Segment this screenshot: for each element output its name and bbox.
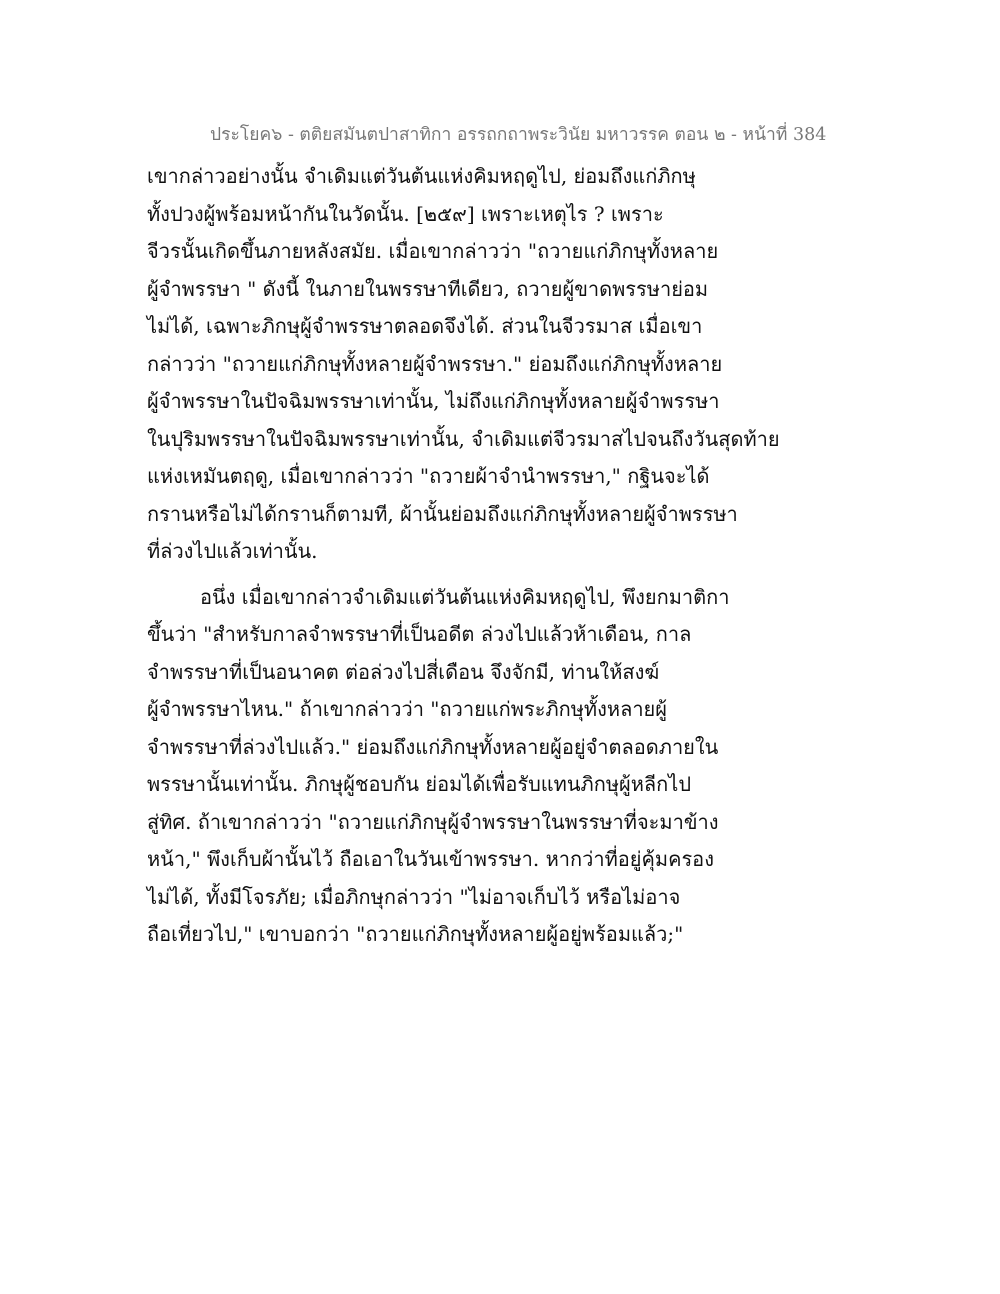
text-line: กล่าวว่า "ถวายแก่ภิกษุทั้งหลายผู้จำพรรษา." ย่อมถึงแก่ภิกษุทั้งหลาย xyxy=(147,351,723,376)
text-line: พรรษานั้นเท่านั้น. ภิกษุผู้ชอบกัน ย่อมได้เพื่อรับแทนภิกษุผู้หลีกไป xyxy=(147,772,692,796)
text-line: ขึ้นว่า "สำหรับกาลจำพรรษาที่เป็นอดีต ล่วงไปแล้วห้าเดือน, กาล xyxy=(147,622,692,646)
text-line: ไม่ได้, เฉพาะภิกษุผู้จำพรรษาตลอดจึงได้. ส่วนในจีวรมาส เมื่อเขา xyxy=(147,314,703,338)
paragraph-2 xyxy=(147,579,767,954)
text-line: ผู้จำพรรษาไหน." ถ้าเขากล่าวว่า "ถวายแก่พระภิกษุทั้งหลายผู้ xyxy=(147,697,667,721)
text-line: ที่ล่วงไปแล้วเท่านั้น. xyxy=(147,539,318,563)
text-line: จำพรรษาที่ล่วงไปแล้ว." ย่อมถึงแก่ภิกษุทั้งหลายผู้อยู่จำตลอดภายใน xyxy=(147,734,719,759)
text-line: กรานหรือไม่ได้กรานก็ตามที, ผ้านั้นย่อมถึงแก่ภิกษุทั้งหลายผู้จำพรรษา xyxy=(147,501,738,526)
body-text xyxy=(147,158,780,954)
text-line: ในปุริมพรรษาในปัจฉิมพรรษาเท่านั้น, จำเดิมแต่จีวรมาสไปจนถึงวันสุดท้าย xyxy=(147,426,780,451)
text-line: ถือเที่ยวไป," เขาบอกว่า "ถวายแก่ภิกษุทั้งหลายผู้อยู่พร้อมแล้ว;" xyxy=(147,922,684,946)
text-line: จำพรรษาที่เป็นอนาคต ต่อล่วงไปสี่เดือน จึงจักมี, ท่านให้สงฆ์ xyxy=(147,659,660,684)
text-line-indented: อนึ่ง เมื่อเขากล่าวจำเดิมแต่วันต้นแห่งคิมหฤดูไป, พึงยกมาติกา xyxy=(200,584,730,609)
paragraph-spacer xyxy=(147,571,767,579)
text-line: ผู้จำพรรษาในปัจฉิมพรรษาเท่านั้น, ไม่ถึงแก่ภิกษุทั้งหลายผู้จำพรรษา xyxy=(147,389,720,413)
text-line: ไม่ได้, ทั้งมีโจรภัย; เมื่อภิกษุกล่าวว่า "ไม่อาจเก็บไว้ หรือไม่อาจ xyxy=(147,884,681,909)
text-line: หน้า," พึงเก็บผ้านั้นไว้ ถือเอาในวันเข้าพรรษา. หากว่าที่อยู่คุ้มครอง xyxy=(147,847,714,871)
running-header: ประโยค๖ - ตติยสมันตปาสาทิกา อรรถกถาพระวินัย มหาวรรค ตอน ๒ - หน้าที่ 384 xyxy=(210,125,827,145)
text-line: เขากล่าวอย่างนั้น จำเดิมแต่วันต้นแห่งคิมหฤดูไป, ย่อมถึงแก่ภิกษุ xyxy=(147,164,696,188)
text-line: สู่ทิศ. ถ้าเขากล่าวว่า "ถวายแก่ภิกษุผู้จำพรรษาในพรรษาที่จะมาข้าง xyxy=(147,809,719,834)
text-line: ผู้จำพรรษา " ดังนี้ ในภายในพรรษาทีเดียว, ถวายผู้ขาดพรรษาย่อม xyxy=(147,276,709,301)
paragraph-1 xyxy=(147,158,780,571)
text-line: ทั้งปวงผู้พร้อมหน้ากันในวัดนั้น. [๒๕๙] เพราะเหตุไร ? เพราะ xyxy=(147,201,664,226)
text-line: จีวรนั้นเกิดขึ้นภายหลังสมัย. เมื่อเขากล่าวว่า "ถวายแก่ภิกษุทั้งหลาย xyxy=(147,239,719,263)
text-line: แห่งเหมันตฤดู, เมื่อเขากล่าวว่า "ถวายผ้าจำนำพรรษา," กฐินจะได้ xyxy=(147,464,710,488)
